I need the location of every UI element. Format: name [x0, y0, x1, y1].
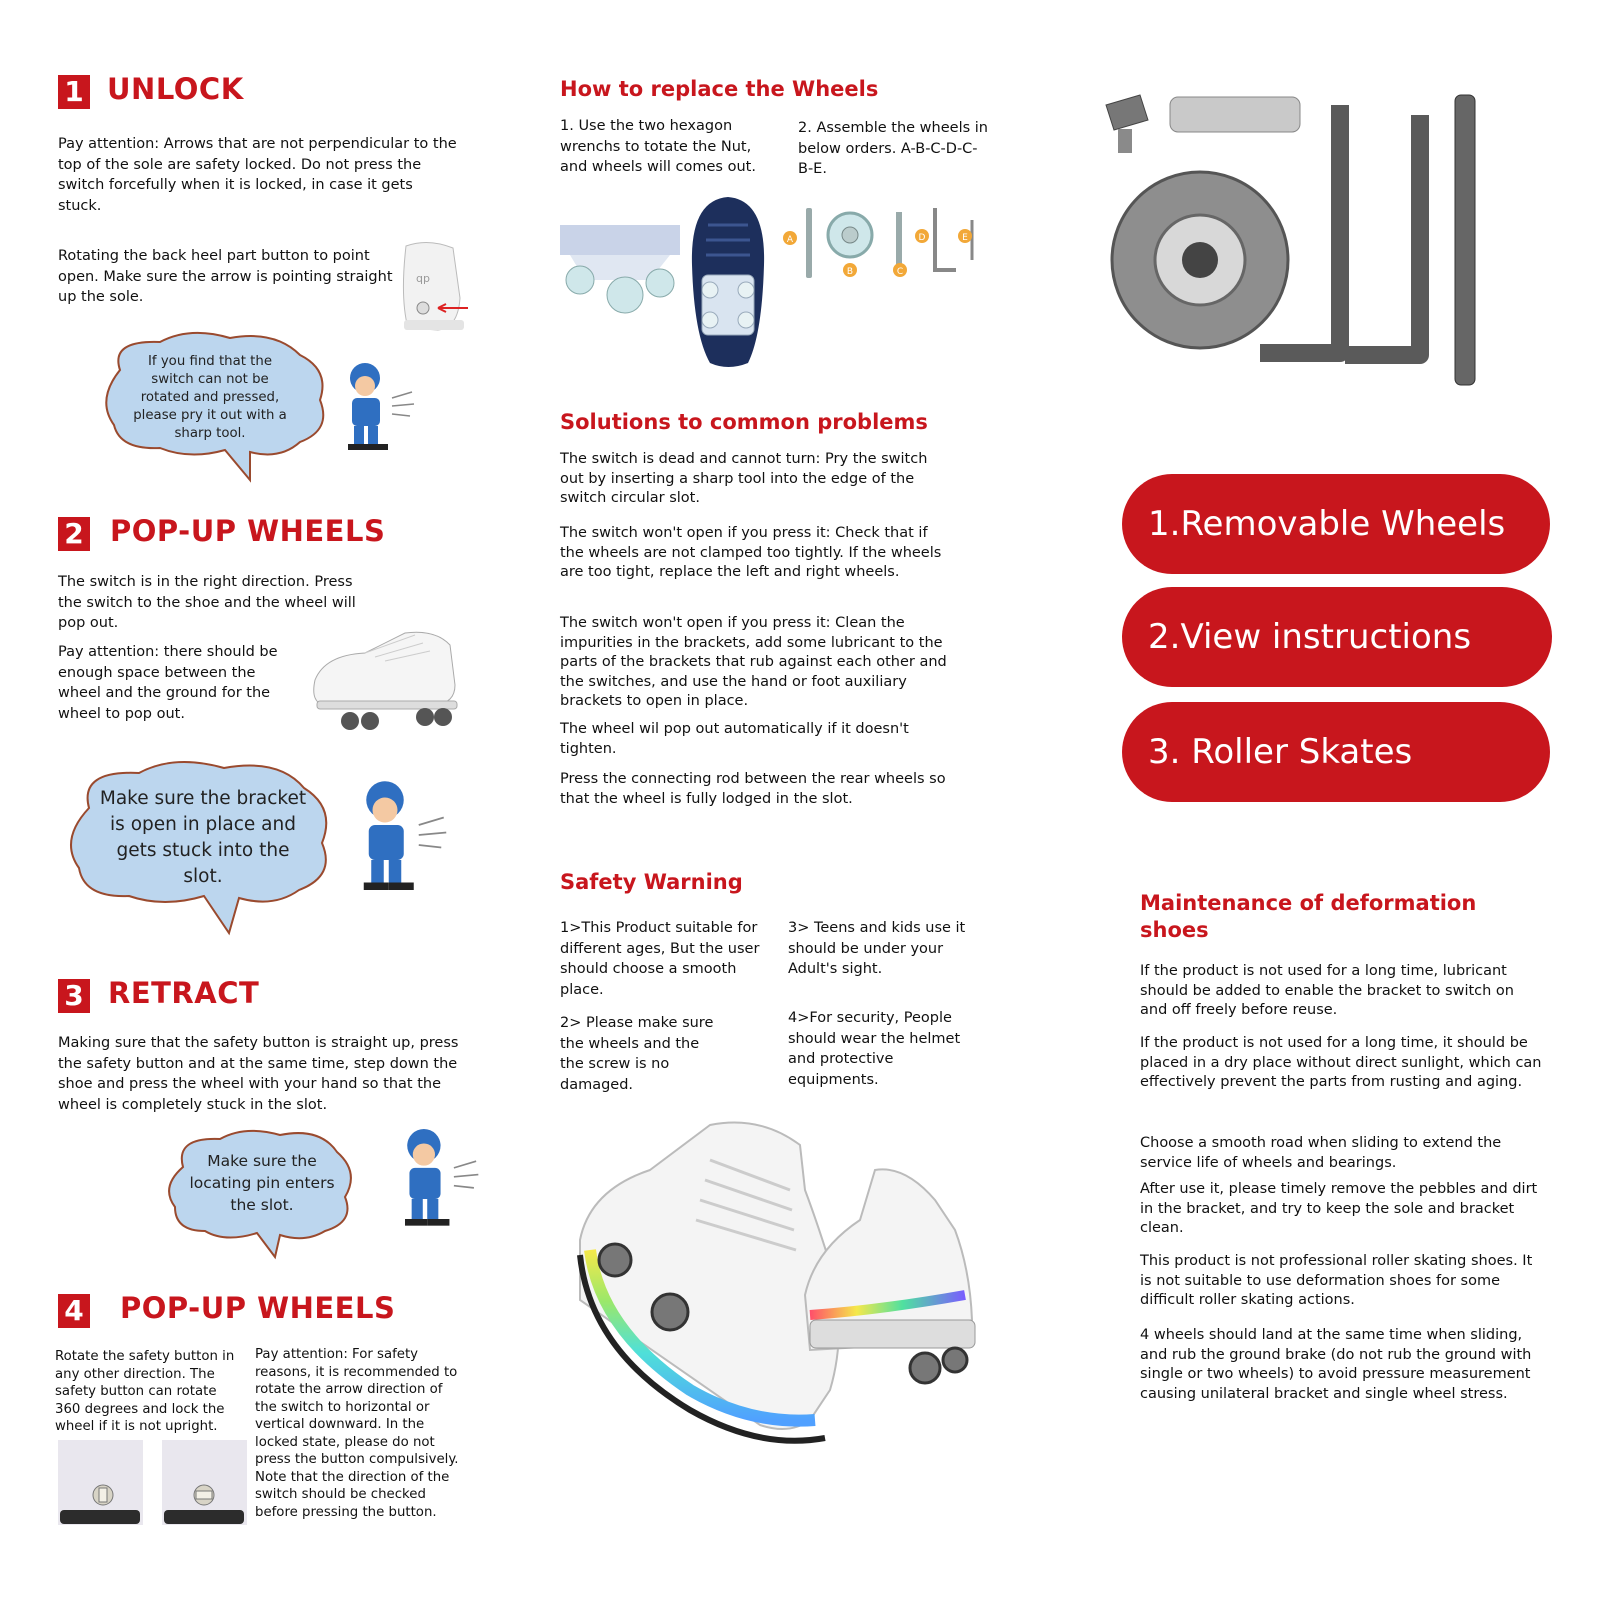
maintenance-item: If the product is not used for a long time, lubricant should be added to enable the bracket to switch on and off freely before reuse. [1140, 963, 1514, 1018]
safety-item: 2> Please make sure the wheels and the the screw is no damaged. [560, 1015, 714, 1093]
solution-item: Press the connecting rod between the rear wheels so that the wheel is fully lodged in the slot. [560, 771, 946, 807]
solution-item: The switch won't open if you press it: Clean the impurities in the brackets, add some lubricant to the parts of the brackets that rub against each other and the switches, and use the hand or foot auxiliary brackets to open in place. [560, 615, 947, 709]
section-4-number: 4 [58, 1294, 90, 1328]
section-4-text: Rotate the safety button in any other direction. The safety button can rotate 360 degrees and lock the wheel if it is not upright. [55, 1349, 235, 1434]
section-1-text-2: Rotating the back heel part button to point open. Make sure the arrow is pointing straight up the sole. [58, 248, 393, 305]
part-label-b: B [846, 267, 854, 277]
section-3-number: 3 [58, 979, 90, 1013]
replace-wheels-title: How to replace the Wheels [560, 77, 879, 101]
shoe-sole-photo [688, 195, 768, 370]
bubble-3-text: Make sure the locating pin enters the slot. [189, 1152, 335, 1214]
skate-wheels-photo [560, 225, 680, 320]
maintenance-item: After use it, please timely remove the pebbles and dirt in the bracket, and try to keep the sole and bracket clean. [1140, 1181, 1538, 1236]
led-skates-photo [560, 1120, 1010, 1460]
section-1-title: UNLOCK [107, 72, 244, 106]
section-2-number: 2 [58, 517, 90, 551]
section-2-text-2: Pay attention: there should be enough space between the wheel and the ground for the wheel to pop out. [58, 644, 278, 722]
feature-pill-removable-wheels: 1.Removable Wheels [1122, 474, 1550, 574]
safety-item: 1>This Product suitable for different ages, But the user should choose a smooth place. [560, 920, 760, 998]
maintenance-title: Maintenance of deformation shoes [1140, 891, 1477, 942]
feature-pill-roller-skates: 3. Roller Skates [1122, 702, 1550, 802]
solutions-title: Solutions to common problems [560, 410, 928, 434]
part-label-d: D [918, 233, 926, 243]
part-label-c: C [896, 267, 904, 277]
section-2-text: The switch is in the right direction. Press the switch to the shoe and the wheel will pop out. [58, 574, 356, 631]
part-label-e: E [962, 233, 968, 243]
section-3-title: RETRACT [108, 976, 260, 1010]
bubble-1-text: If you find that the switch can not be rotated and pressed, please pry it out with a sharp tool. [133, 354, 287, 441]
sneaker-wheels-photo [305, 625, 465, 735]
section-3-text: Making sure that the safety button is straight up, press the safety button and at the same time, step down the shoe and press the wheel with your hand so that the wheel is completely stuck in the slot. [58, 1035, 459, 1113]
safety-item: 3> Teens and kids use it should be under your Adult's sight. [788, 920, 966, 977]
section-1-number: 1 [58, 75, 90, 109]
wheel-parts-diagram [780, 200, 980, 290]
maintenance-item: 4 wheels should land at the same time when sliding, and rub the ground brake (do not rub the ground with single or two wheels) to avoid pressure measurement causing unilateral bracket and single wheel stress. [1140, 1327, 1532, 1402]
kid-skater-icon [385, 1123, 485, 1235]
maintenance-item: This product is not professional roller skating shoes. It is not suitable to use deformation shoes for some difficult roller skating actions. [1140, 1253, 1533, 1308]
kid-skater-icon [330, 358, 420, 458]
solution-item: The switch is dead and cannot turn: Pry the switch out by inserting a sharp tool into the edge of the switch circular slot. [560, 451, 928, 506]
maintenance-item: Choose a smooth road when sliding to extend the service life of wheels and bearings. [1140, 1135, 1502, 1171]
section-4-text-2: Pay attention: For safety reasons, it is recommended to rotate the arrow direction of the switch to horizontal or vertical downward. In the locked state, please do not press the button compulsively. Note that the direction of the switch should be checked before pressing the button. [255, 1347, 459, 1520]
safety-item: 4>For security, People should wear the helmet and protective equipments. [788, 1010, 961, 1088]
replace-step-2: 2. Assemble the wheels in below orders. A-B-C-D-C- B-E. [798, 120, 988, 177]
bubble-2-text: Make sure the bracket is open in place and gets stuck into the slot. [99, 788, 307, 887]
section-2-title: POP-UP WHEELS [110, 514, 386, 548]
heel-switch-photo [58, 1440, 248, 1530]
replace-step-1: 1. Use the two hexagon wrenchs to totate the Nut, and wheels will comes out. [560, 118, 756, 175]
solution-item: The wheel wil pop out automatically if it doesn't tighten. [560, 721, 909, 757]
maintenance-item: If the product is not used for a long time, it should be placed in a dry place without direct sunlight, which can effectively prevent the parts from rusting and aging. [1140, 1035, 1542, 1090]
svg-text:qp: qp [416, 272, 430, 285]
wheel-hardware-photo [1100, 85, 1510, 405]
solution-item: The switch won't open if you press it: Check that if the wheels are not clamped too tightly. If the wheels are too tight, replace the left and right wheels. [560, 525, 942, 580]
kid-skater-icon [340, 775, 455, 900]
heel-switch-photo [398, 238, 478, 338]
safety-warning-title: Safety Warning [560, 870, 743, 894]
section-1-text: Pay attention: Arrows that are not perpendicular to the top of the sole are safety locked. Do not press the switch forcefully when it is locked, in case it gets stuck. [58, 136, 457, 214]
feature-pill-view-instructions: 2.View instructions [1122, 587, 1552, 687]
part-label-a: A [786, 235, 794, 245]
section-4-title: POP-UP WHEELS [120, 1291, 396, 1325]
